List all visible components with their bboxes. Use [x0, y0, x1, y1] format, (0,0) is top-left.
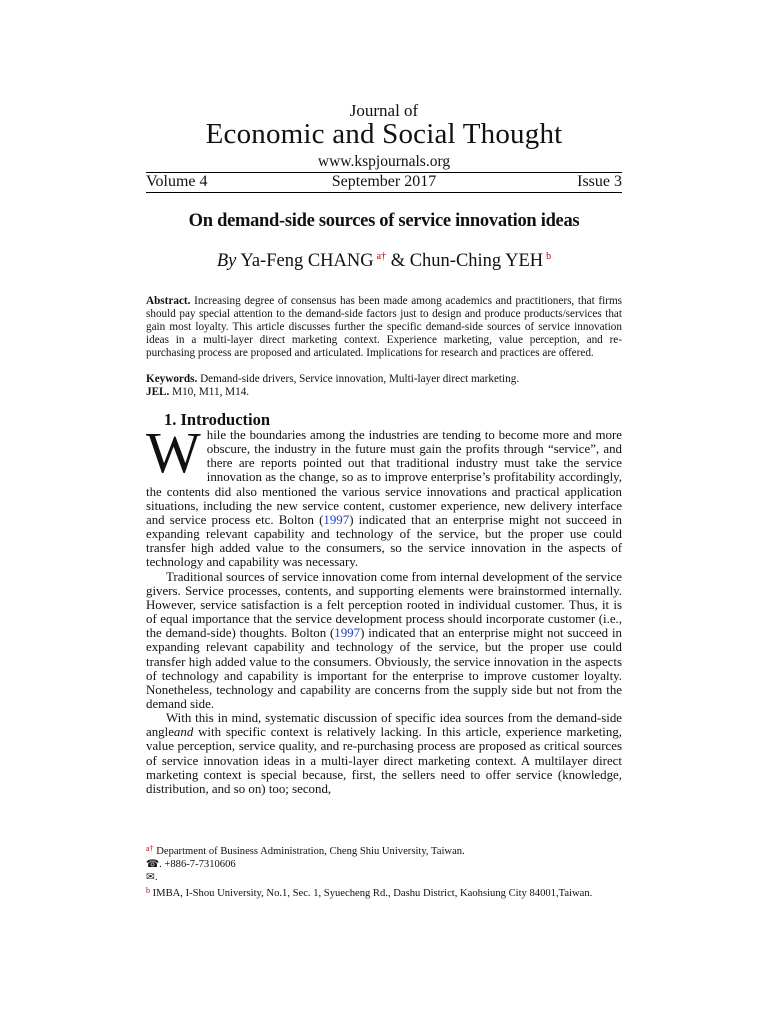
- journal-of-label: Journal of: [349, 101, 419, 120]
- section-heading: 1. Introduction: [164, 410, 271, 429]
- citation-link[interactable]: 1997: [334, 626, 361, 641]
- footnote-a-mark: a†: [146, 844, 154, 853]
- keywords-label: Keywords.: [146, 373, 198, 385]
- author-1: Ya-Feng CHANG: [240, 251, 374, 271]
- jel-text: M10, M11, M14.: [172, 386, 250, 398]
- footnote-b-text: IMBA, I-Shou University, No.1, Sec. 1, Syuecheng Rd., Dashu District, Kaohsiung City 84001,Taiwan.: [150, 888, 593, 899]
- citation-link[interactable]: 1997: [323, 512, 350, 527]
- abstract: [146, 295, 622, 360]
- dropcap-letter: W: [146, 420, 201, 485]
- phone-number: . +886-7-7310606: [159, 859, 236, 870]
- footnote-email: [146, 871, 622, 884]
- envelope-icon: ✉: [146, 872, 155, 883]
- abstract-label: Abstract.: [146, 295, 191, 307]
- footnote-phone: [146, 858, 622, 871]
- footnote-a-text: Department of Business Administration, Cheng Shiu University, Taiwan.: [153, 846, 465, 857]
- p3-text-a: With this in mind, systematic discussion of specific idea sources from the demand-side angle: [146, 711, 622, 740]
- header-rule-bottom: [146, 192, 622, 193]
- issue-line: [146, 173, 622, 193]
- journal-name: Economic and Social Thought: [205, 118, 563, 150]
- paragraph-2: [146, 570, 622, 712]
- footnote-a: [146, 842, 622, 858]
- journal-url: www.kspjournals.org: [317, 153, 451, 170]
- keywords: [146, 373, 622, 385]
- p2-text-b: ) indicated that an enterprise might not succeed in expanding relevant capability and technology of the service, but the proper use could transfer high added value to the consumers. Obviously, the service innovation in the aspects of technology and capability is important for the enterprise to improve customer loyalty. Nonetheless, technology and capability are concerns from the supply side but not from the demand side.: [146, 626, 622, 711]
- footnotes: [146, 842, 622, 900]
- author-line: [146, 251, 622, 272]
- p3-italic-and: and: [173, 725, 194, 740]
- author-2-mark: b: [546, 251, 552, 262]
- section-body: [146, 420, 622, 796]
- author-ampersand: &: [390, 251, 406, 271]
- jel-label: JEL.: [146, 386, 170, 398]
- issue-label: Issue 3: [577, 173, 622, 190]
- p2-text-a: Traditional sources of service innovation come from internal development of the service givers. Service processes, contents, and supporting elements were brainstormed internally. However, service satisfaction is a felt perception rooted in individual customer. Thus, it is of equal importance that the service development process should incorporate customer (i.e., the demand-side) thoughts. Bolton (: [146, 569, 622, 641]
- footnote-b-mark: b: [146, 886, 150, 895]
- volume-label: Volume 4: [146, 173, 208, 190]
- abstract-text: Increasing degree of consensus has been made among academics and practitioners, that firms should pay special attention to the demand-side factors just to design and produce products/services that gain most loyalty. This article discusses further the specific demand-side sources of service innovation ideas in a multi-layer direct marketing context. Experience marketing, value perception, and re-purchasing process are proposed and articulated. Implications for research and practices are offered.: [146, 295, 622, 360]
- issue-date: September 2017: [331, 173, 437, 190]
- author-1-mark: a†: [376, 251, 387, 262]
- p3-text-b: with specific context is relatively lacking. In this article, experience marketing, value perception, service quality, and re-purchasing process are proposed as critical sources of service innovation ideas in a multi-layer direct marketing context. A multilayer direct marketing context is special because, first, the sellers need to offer service (knowledge, distribution, and so on) too; second,: [146, 725, 622, 796]
- p1-text-a: hile the boundaries among the industries are tending to become more and more obscure, the industry in the future must gain the profits through “service”, and there are reports pointed out that traditional industry must take the service innovation as the change, so as to improve enterprise’s profitability accordingly, the contents did also mentioned the various service innovations and practical application situations, including the new service content, customer experience, new delivery interface and service process etc. Bolton (: [146, 428, 622, 527]
- author-2: Chun-Ching YEH: [409, 251, 544, 271]
- article-title: On demand-side sources of service innovation ideas: [188, 211, 580, 231]
- paragraph-3: [146, 711, 622, 796]
- email-text: .: [154, 872, 158, 883]
- jel-codes: [146, 386, 622, 398]
- telephone-icon: ☎: [146, 859, 160, 870]
- by-label: By: [216, 251, 237, 271]
- paragraph-1: [146, 420, 622, 570]
- keywords-text: Demand-side drivers, Service innovation, Multi-layer direct marketing.: [200, 373, 520, 385]
- p1-text-b: ) indicated that an enterprise might not succeed in expanding relevant capability and technology of the service, but the proper use could transfer high added value to the consumers, so the service innovation in the aspects of technology and capability was necessary.: [146, 512, 622, 570]
- footnote-b: [146, 884, 622, 900]
